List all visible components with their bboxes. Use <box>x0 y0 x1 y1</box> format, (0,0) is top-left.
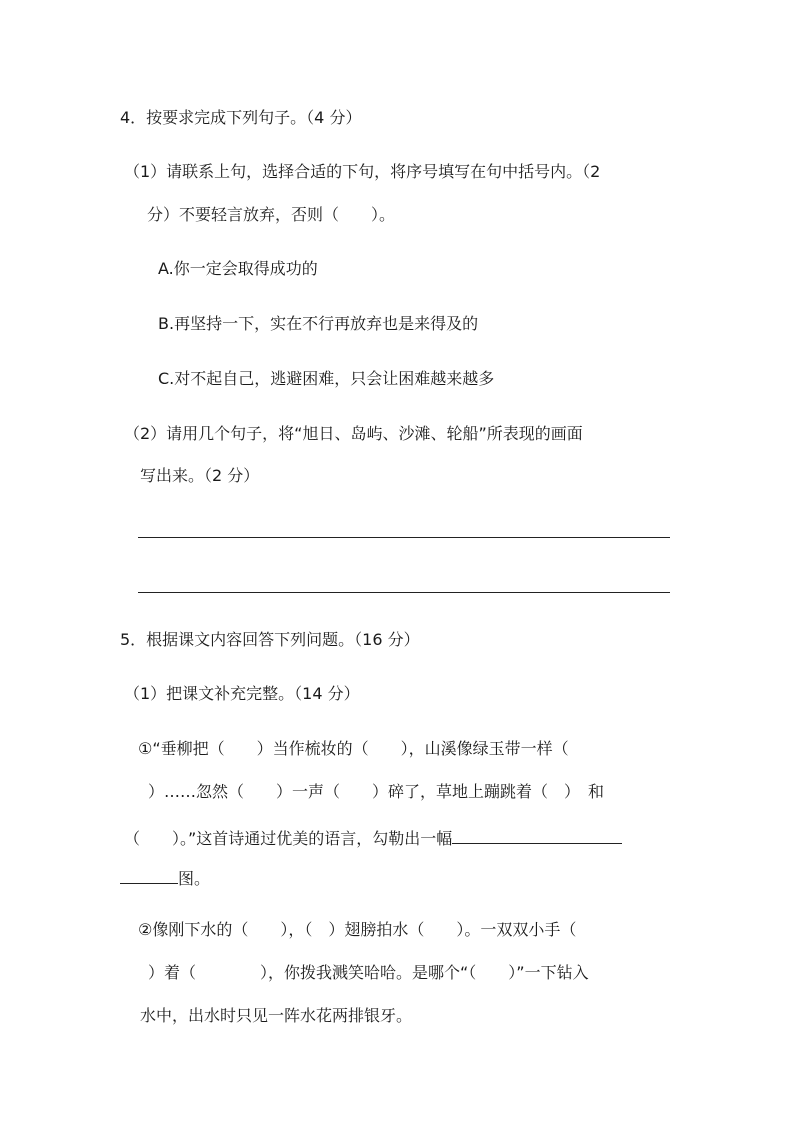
q4-part1-line2: 分）不要轻言放弃，否则（ ）。 <box>147 205 396 224</box>
q5-item1-line1: ①“垂柳把（ ）当作梳妆的（ ），山溪像绿玉带一样（ <box>138 739 569 758</box>
q4-option-b: B.再坚持一下，实在不行再放弃也是来得及的 <box>158 314 479 333</box>
q5-item1-line4-text: 图。 <box>178 869 211 888</box>
q5-part1-heading: （1）把课文补充完整。（14 分） <box>124 684 360 703</box>
q5-item2-line2: ）着（ ），你拨我溅笑哈哈。是哪个“（ ）”一下钻入 <box>148 963 589 982</box>
q4-part1-line1: （1）请联系上句，选择合适的下句，将序号填写在句中括号内。（2 <box>124 162 601 181</box>
q4-option-a: A.你一定会取得成功的 <box>158 259 318 278</box>
q5-item2-line3: 水中，出水时只见一阵水花两排银牙。 <box>140 1006 413 1025</box>
q4-option-c: C.对不起自己，逃避困难，只会让困难越来越多 <box>158 369 495 388</box>
q5-item2-line1: ②像刚下水的（ ），（ ）翅膀拍水（ ）。一双双小手（ <box>138 920 577 939</box>
q4-heading: 4．按要求完成下列句子。（4 分） <box>120 108 362 127</box>
q4-part2-line2: 写出来。（2 分） <box>140 466 260 485</box>
answer-line-1[interactable] <box>138 537 670 538</box>
fill-blank-picture-cont[interactable] <box>120 866 178 884</box>
answer-line-2[interactable] <box>138 592 670 593</box>
fill-blank-picture[interactable] <box>452 826 622 844</box>
q5-item1-line3 <box>124 826 622 849</box>
q4-part2-line1: （2）请用几个句子，将“旭日、岛屿、沙滩、轮船”所表现的画面 <box>124 424 583 443</box>
q5-heading: 5．根据课文内容回答下列问题。（16 分） <box>120 630 420 649</box>
q5-item1-line3-text: （ ）。”这首诗通过优美的语言，勾勒出一幅 <box>124 829 453 848</box>
q5-item1-line4 <box>120 866 210 889</box>
q5-item1-line2: ）……忽然（ ）一声（ ）碎了，草地上蹦跳着（ ） 和 <box>148 782 605 801</box>
